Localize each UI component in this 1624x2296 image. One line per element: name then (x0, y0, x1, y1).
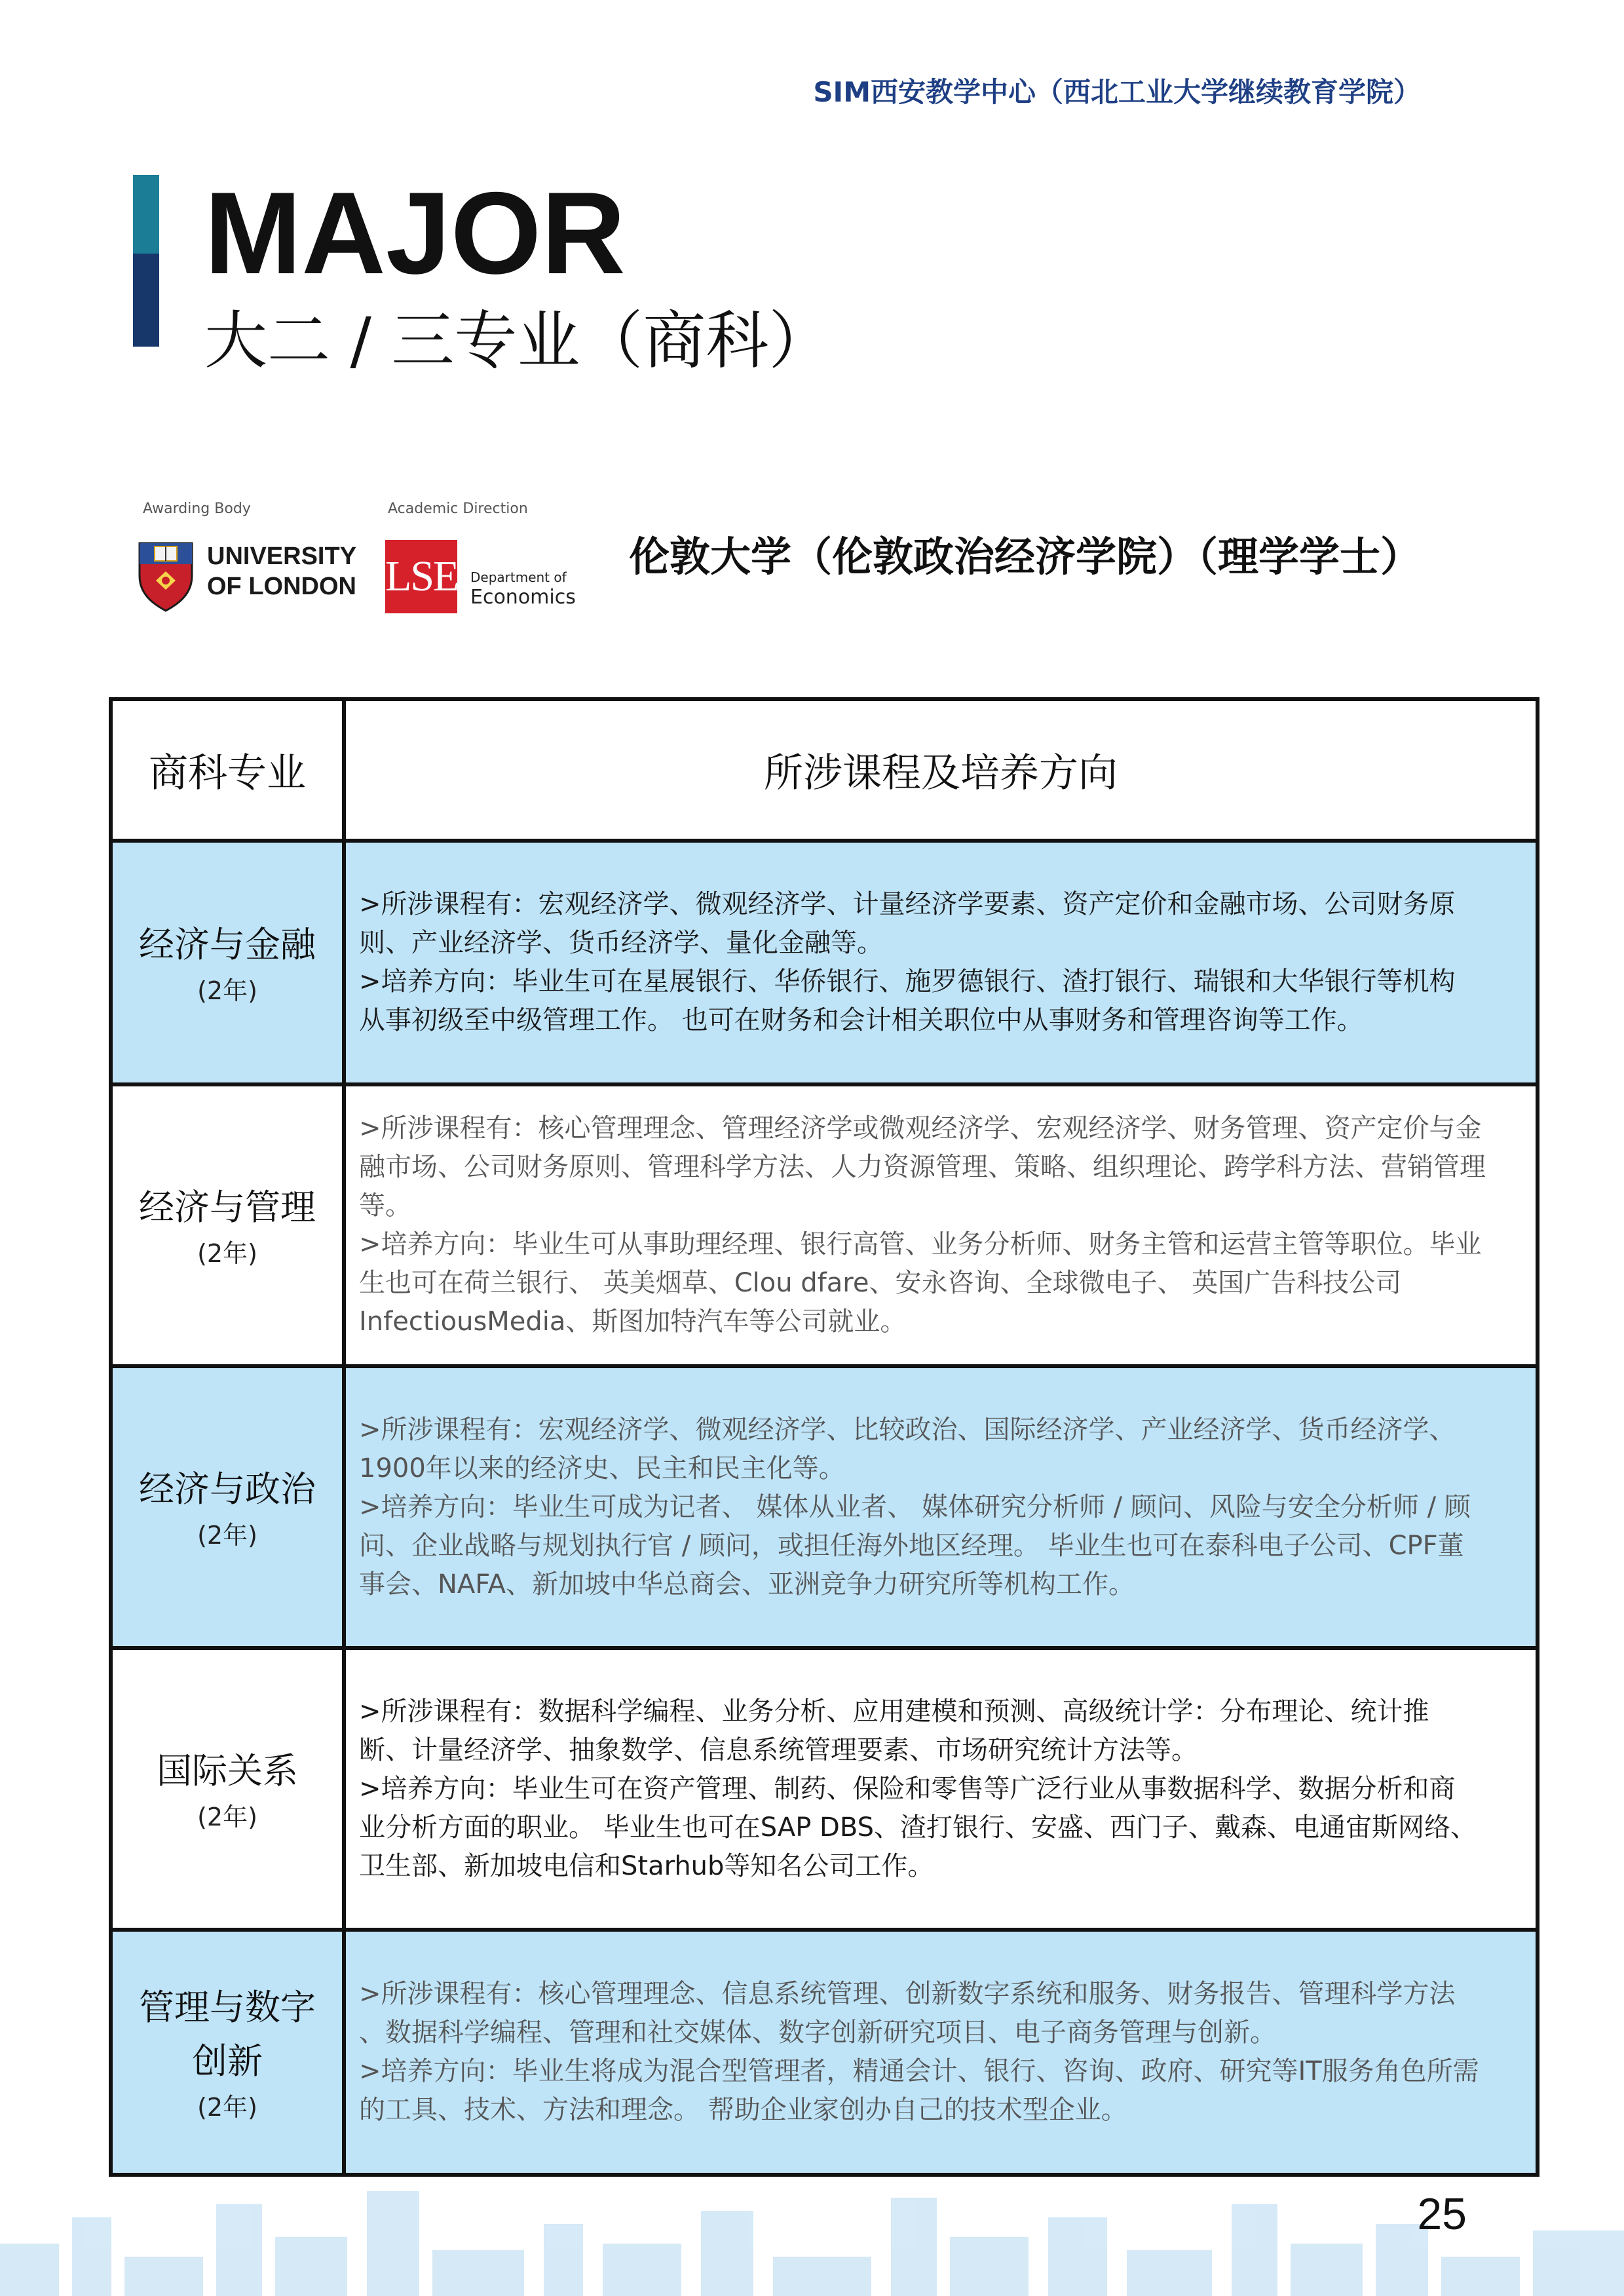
description-line: >培养方向：毕业生可在资产管理、制药、保险和零售等广泛行业从事数据科学、数据分析和商 (359, 1773, 1456, 1804)
table-header-row (111, 699, 1538, 841)
description-line: InfectiousMedia、斯图加特汽车等公司就业。 (359, 1307, 907, 1337)
table-row (111, 1366, 1538, 1648)
major-duration: (2年) (197, 2093, 257, 2122)
description-cell (344, 1084, 1538, 1366)
title-accent-bar-bottom (133, 254, 159, 347)
description-line: >所涉课程有：宏观经济学、微观经济学、计量经济学要素、资产定价和金融市场、公司财务原 (359, 889, 1456, 919)
major-duration: (2年) (197, 1803, 257, 1831)
awarding-body-label: Awarding Body (143, 501, 251, 517)
description-line: 从事初级至中级管理工作。 也可在财务和会计相关职位中从事财务和管理咨询等工作。 (359, 1005, 1363, 1035)
academic-direction-label: Academic Direction (388, 501, 528, 517)
table-row (111, 1648, 1538, 1930)
table-row (111, 1084, 1538, 1366)
description-line: 断、计量经济学、抽象数学、信息系统管理要素、市场研究统计方法等。 (359, 1734, 1198, 1765)
page-subtitle: 大二 / 三专业（商科） (204, 304, 832, 377)
majors-table (109, 697, 1539, 2177)
description-line: 融市场、公司财务原则、管理科学方法、人力资源管理、策略、组织理论、跨学科方法、营销管理 (359, 1152, 1486, 1182)
description-line: 、数据科学编程、管理和社交媒体、数字创新研究项目、电子商务管理与创新。 (359, 2018, 1276, 2048)
lse-economics-label: Economics (470, 586, 576, 609)
description-line: >所涉课程有：核心管理理念、管理经济学或微观经济学、宏观经济学、财务管理、资产定价与金 (359, 1113, 1482, 1143)
description-line: 生也可在荷兰银行、 英美烟草、Clou dfare、安永咨询、全球微电子、 英国广告科技公司 (359, 1268, 1402, 1298)
description-line: >所涉课程有：宏观经济学、微观经济学、比较政治、国际经济学、产业经济学、货币经济学、 (359, 1414, 1456, 1445)
major-cell (111, 1648, 344, 1930)
table-header-major: 商科专业 (111, 699, 344, 841)
description-line: 业分析方面的职业。 毕业生也可在SAP DBS、渣打银行、安盛、西门子、戴森、电通宙斯网络、 (359, 1812, 1477, 1843)
description-line: 卫生部、新加坡电信和Starhub等知名公司工作。 (359, 1850, 934, 1881)
description-line: >培养方向：毕业生可成为记者、 媒体从业者、 媒体研究分析师 / 顾问、风险与安全分析师 / 顾 (359, 1491, 1471, 1522)
logo-group (136, 501, 582, 619)
page-number: 25 (1417, 2189, 1467, 2239)
major-cell (111, 1366, 344, 1648)
table-row (111, 1930, 1538, 2175)
description-cell (344, 1648, 1538, 1930)
title-accent-bar-top (133, 175, 159, 254)
description-line: >所涉课程有：数据科学编程、业务分析、应用建模和预测、高级统计学：分布理论、统计推 (359, 1696, 1429, 1727)
city-skyline-decoration (0, 2165, 1624, 2296)
major-duration: (2年) (197, 1239, 257, 1268)
description-cell (344, 1366, 1538, 1648)
table-header-courses: 所涉课程及培养方向 (344, 699, 1538, 841)
description-line: >所涉课程有：核心管理理念、信息系统管理、创新数字系统和服务、财务报告、管理科学方法 (359, 1979, 1456, 2009)
university-of-london-crest-icon (136, 540, 195, 612)
description-line: >培养方向：毕业生可从事助理经理、银行高管、业务分析师、财务主管和运营主管等职位。毕业 (359, 1229, 1482, 1259)
university-name: 伦敦大学（伦敦政治经济学院）（理学学士） (629, 533, 1422, 581)
description-line: 问、企业战略与规划执行官 / 顾问，或担任海外地区经理。 毕业生也可在泰科电子公司、CPF董 (359, 1530, 1464, 1561)
description-line: 事会、NAFA、新加坡中华总商会、亚洲竞争力研究所等机构工作。 (359, 1569, 1135, 1599)
header-org-name: SIM西安教学中心（西北工业大学继续教育学院） (813, 76, 1421, 108)
major-name: 经济与金融 (139, 924, 316, 965)
major-name: 国际关系 (157, 1750, 298, 1791)
major-name: 管理与数字创新 (139, 1987, 316, 2082)
description-line: >培养方向：毕业生可在星展银行、华侨银行、施罗德银行、渣打银行、瑞银和大华银行等机构 (359, 966, 1456, 997)
description-cell (344, 1930, 1538, 2175)
lse-logo: LSE (385, 540, 457, 613)
university-of-london-wordmark: UNIVERSITY OF LONDON (207, 543, 357, 600)
page-title: MAJOR (204, 168, 626, 298)
major-duration: (2年) (197, 976, 257, 1005)
major-cell (111, 841, 344, 1084)
description-line: 则、产业经济学、货币经济学、量化金融等。 (359, 928, 883, 958)
major-duration: (2年) (197, 1521, 257, 1550)
lse-department-label: Department of (470, 569, 567, 585)
description-line: >培养方向：毕业生将成为混合型管理者，精通会计、银行、咨询、政府、研究等IT服务角色所需 (359, 2056, 1479, 2086)
table-row (111, 841, 1538, 1084)
major-cell (111, 1930, 344, 2175)
description-line: 的工具、技术、方法和理念。 帮助企业家创办自己的技术型企业。 (359, 2095, 1127, 2125)
major-cell (111, 1084, 344, 1366)
major-name: 经济与政治 (139, 1468, 316, 1510)
description-cell (344, 841, 1538, 1084)
description-line: 等。 (359, 1191, 411, 1221)
description-line: 1900年以来的经济史、民主和民主化等。 (359, 1453, 845, 1483)
major-name: 经济与管理 (139, 1187, 316, 1228)
